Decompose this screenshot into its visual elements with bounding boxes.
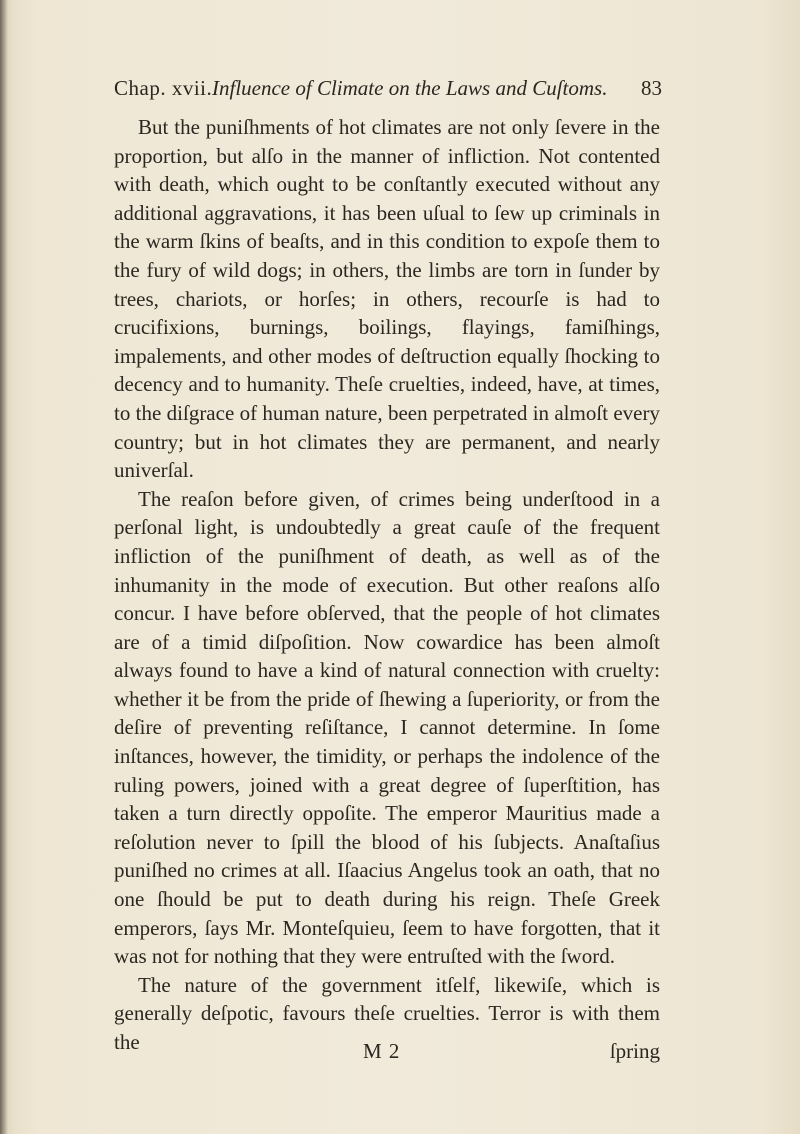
page-gutter-shadow bbox=[0, 0, 8, 1134]
paragraph: The nature of the government itſelf, likewiſe, which is generally deſpotic, favours theſe cruelties. Terror is with them the bbox=[114, 972, 660, 1054]
catchword: ſpring bbox=[609, 1039, 660, 1063]
page-number: 83 bbox=[641, 76, 662, 100]
body-text bbox=[114, 113, 660, 1057]
running-header bbox=[114, 76, 660, 106]
signature-mark: M 2 bbox=[363, 1039, 401, 1063]
paragraph: But the puniſhments of hot climates are not only ſevere in the proportion, but alſo in the manner of infliction. Not contented with death, which ought to be conſtantly executed without any additional aggravations, it has been uſual to ſew up criminals in the warm ſkins of beaſts, and in this condition to expoſe them to the fury of wild dogs; in others, the limbs are torn in ſunder by trees, chariots, or horſes; in others, recourſe is had to crucifixions, burnings, boilings, flayings, famiſhings, impalements, and other modes of deſtruction equally ſhocking to decency and to humanity. Theſe cruelties, indeed, have, at times, to the diſgrace of human nature, been perpetrated in almoſt every country; but in hot climates they are permanent, and nearly univerſal. bbox=[114, 115, 660, 483]
chapter-label: Chap. xvii. bbox=[114, 76, 213, 100]
paragraph: The reaſon before given, of crimes being underſtood in a perſonal light, is undoubtedly a great cauſe of the frequent infliction of the puniſhment of death, as well as of the inhumanity in the mode of execution. But other reaſons alſo concur. I have before obſerved, that the people of hot climates are of a timid diſpoſition. Now cowardice has been almoſt always found to have a kind of natural connection with cruelty: whether it be from the pride of ſhewing a ſuperiority, or from the deſire of preventing reſiſtance, I cannot determine. In ſome inſtances, however, the timidity, or perhaps the indolence of the ruling powers, joined with a great degree of ſuperſtition, has taken a turn directly oppoſite. The emperor Mauritius made a reſolution never to ſpill the blood of his ſubjects. Anaſtaſius puniſhed no crimes at all. Iſaacius Angelus took an oath, that no one ſhould be put to death during his reign. Theſe Greek emperors, ſays Mr. Monteſquieu, ſeem to have forgotten, that it was not for nothing that they were entruſted with the ſword. bbox=[114, 486, 660, 969]
page-footer bbox=[114, 1039, 660, 1069]
running-title: Influence of Climate on the Laws and Cuſtoms. bbox=[212, 76, 608, 100]
